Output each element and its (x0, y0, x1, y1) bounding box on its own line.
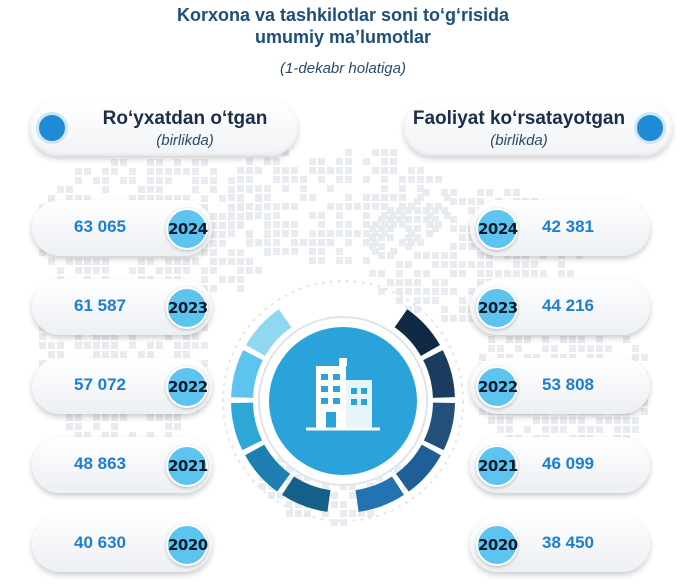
page-subtitle: (1-dekabr holatiga) (280, 60, 406, 77)
year-badge: 2023 (476, 287, 518, 329)
year-badge: 2021 (166, 445, 208, 487)
ring-segment-right (423, 350, 455, 398)
registered-header (30, 100, 298, 156)
active-label: Faoliyat ko‘rsatayotgan (412, 108, 626, 129)
active-row-2020 (470, 516, 650, 572)
active-row-2022 (470, 358, 650, 414)
registered-value: 63 065 (74, 217, 126, 236)
active-row-2021 (470, 437, 650, 493)
registered-value: 48 863 (74, 454, 126, 473)
active-row-2023 (470, 279, 650, 335)
active-value: 46 099 (542, 454, 594, 473)
year-badge: 2020 (476, 524, 518, 566)
active-header (404, 100, 672, 156)
registered-row-2023 (32, 279, 212, 335)
registered-row-2024 (32, 200, 212, 256)
active-value: 38 450 (542, 533, 594, 552)
year-badge: 2020 (166, 524, 208, 566)
year-badge: 2023 (166, 287, 208, 329)
registered-label: Ro‘yxatdan o‘tgan (102, 108, 268, 129)
active-unit: (birlikda) (490, 132, 548, 149)
year-badge: 2022 (476, 366, 518, 408)
active-row-2024 (470, 200, 650, 256)
registered-value: 61 587 (74, 296, 126, 315)
year-badge: 2022 (166, 366, 208, 408)
active-value: 42 381 (542, 217, 594, 236)
ring-segment-right (424, 403, 455, 451)
registered-value: 40 630 (74, 533, 126, 552)
page-title-line2: umumiy ma’lumotlar (254, 27, 432, 47)
bullet-dot-icon (634, 112, 666, 144)
registered-row-2020 (32, 516, 212, 572)
year-badge: 2021 (476, 445, 518, 487)
bullet-dot-icon (36, 112, 68, 144)
active-value: 44 216 (542, 296, 594, 315)
ring-segment-left (231, 403, 262, 451)
registered-row-2022 (32, 358, 212, 414)
ring-segment-left (231, 350, 263, 398)
registered-value: 57 072 (74, 375, 126, 394)
year-badge: 2024 (476, 208, 518, 250)
registered-unit: (birlikda) (156, 132, 214, 149)
registered-row-2021 (32, 437, 212, 493)
page-title: Korxona va tashkilotlar soni to‘g‘risida (176, 5, 510, 25)
center-ring-graphic (220, 278, 466, 524)
year-badge: 2024 (166, 208, 208, 250)
active-value: 53 808 (542, 375, 594, 394)
